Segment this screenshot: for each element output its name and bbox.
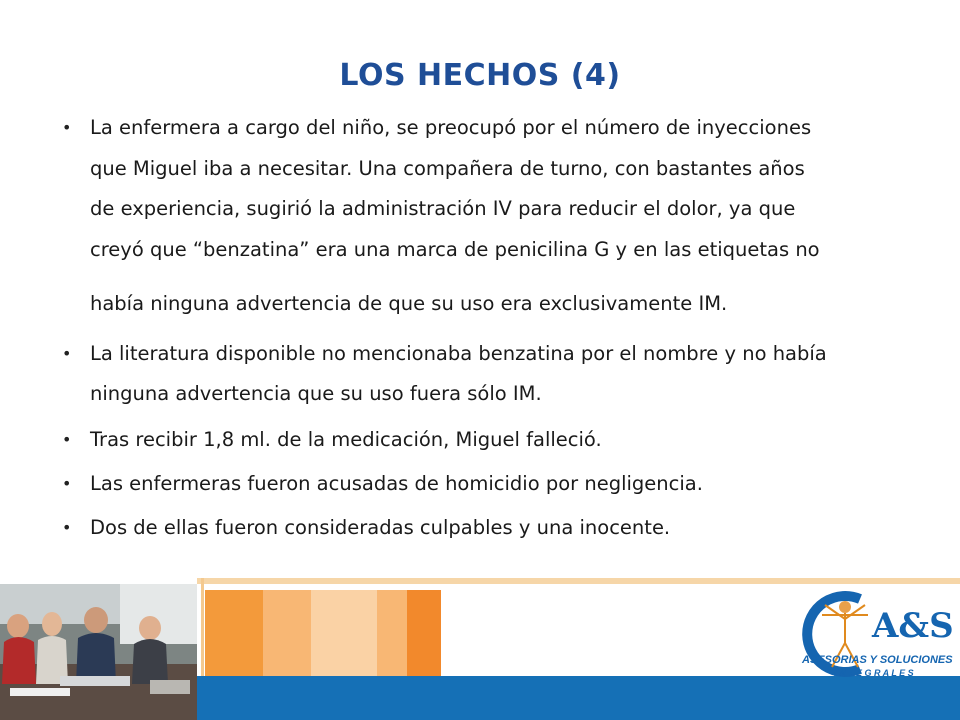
- logo-initials: A&S: [872, 606, 954, 646]
- photo-illustration: [0, 584, 197, 720]
- bullet-item: [62, 422, 902, 458]
- bullet-line: ninguna advertencia que su uso fuera sólo IM.: [90, 382, 542, 405]
- bullet-dot: •: [62, 518, 72, 537]
- logo-line1: ASESORIAS Y SOLUCIONES: [802, 654, 953, 666]
- footer-top-strip: [197, 578, 960, 584]
- footer-bar: [197, 676, 960, 720]
- bullet-item: [62, 466, 902, 502]
- bullet-line: de experiencia, sugirió la administración IV para reducir el dolor, ya que: [90, 197, 796, 220]
- bullet-line: La literatura disponible no mencionaba benzatina por el nombre y no había: [90, 342, 827, 365]
- orange-block: [263, 590, 311, 676]
- orange-block: [205, 590, 263, 676]
- logo-graphic: [800, 585, 960, 680]
- bullet-line: La enfermera a cargo del niño, se preocupó por el número de inyecciones: [90, 116, 812, 139]
- bullet-dot: •: [62, 118, 72, 137]
- bullet-list: [62, 108, 902, 546]
- bullet-dot: •: [62, 344, 72, 363]
- bullet-line: había ninguna advertencia de que su uso era exclusivamente IM.: [90, 292, 728, 315]
- slide-title: LOS HECHOS (4): [339, 58, 621, 93]
- office-meeting-photo: [0, 584, 197, 720]
- bullet-text: Tras recibir 1,8 ml. de la medicación, Miguel falleció.: [90, 428, 602, 451]
- orange-block: [377, 590, 407, 676]
- bullet-text: Dos de ellas fueron consideradas culpables y una inocente.: [90, 516, 671, 539]
- bullet-text: Las enfermeras fueron acusadas de homicidio por negligencia.: [90, 472, 703, 495]
- orange-block: [311, 590, 377, 676]
- orange-block: [407, 590, 441, 676]
- bullet-item: [62, 510, 902, 546]
- bullet-line: creyó que “benzatina” era una marca de penicilina G y en las etiquetas no: [90, 237, 820, 261]
- company-logo: [800, 585, 960, 680]
- bullet-item: [62, 108, 902, 324]
- logo-line2: I N T E G R A L E S: [834, 668, 914, 678]
- bullet-item: [62, 334, 902, 414]
- bullet-line: que Miguel iba a necesitar. Una compañera de turno, con bastantes años: [90, 156, 805, 180]
- bullet-dot: •: [62, 474, 72, 493]
- bullet-dot: •: [62, 430, 72, 449]
